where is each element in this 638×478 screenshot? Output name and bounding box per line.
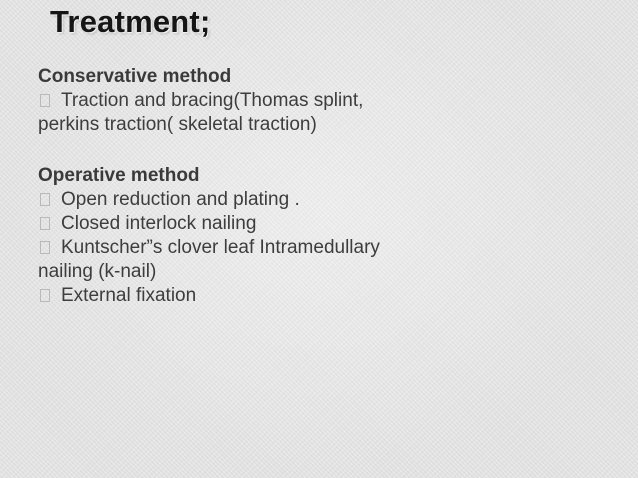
bullet-box-icon bbox=[40, 289, 50, 302]
conservative-method-section bbox=[38, 65, 598, 137]
list-item-traction bbox=[38, 89, 598, 137]
list-item-text-continued: nailing (k-nail) bbox=[38, 261, 157, 282]
list-item-plating bbox=[38, 188, 598, 212]
bullet-box-icon bbox=[40, 217, 50, 230]
operative-method-section bbox=[38, 164, 598, 308]
bullet-box-icon bbox=[40, 193, 50, 206]
list-item-text: Kuntscher”s clover leaf Intramedullary bbox=[61, 237, 380, 258]
list-item-text: Open reduction and plating . bbox=[61, 189, 300, 210]
list-item-k-nail bbox=[38, 236, 598, 284]
list-item-text: External fixation bbox=[61, 285, 197, 306]
list-item-text: Closed interlock nailing bbox=[61, 213, 257, 234]
slide-title: Treatment; bbox=[50, 4, 211, 39]
bullet-box-icon bbox=[40, 241, 50, 254]
section-heading-conservative: Conservative method bbox=[38, 66, 232, 87]
list-item-interlock-nailing bbox=[38, 212, 598, 236]
list-item-external-fixation bbox=[38, 284, 598, 308]
slide-content bbox=[38, 65, 598, 308]
list-item-text: Traction and bracing(Thomas splint, bbox=[61, 90, 364, 111]
list-item-text-continued: perkins traction( skeletal traction) bbox=[38, 114, 317, 135]
section-heading-operative: Operative method bbox=[38, 165, 200, 186]
bullet-box-icon bbox=[40, 94, 50, 107]
